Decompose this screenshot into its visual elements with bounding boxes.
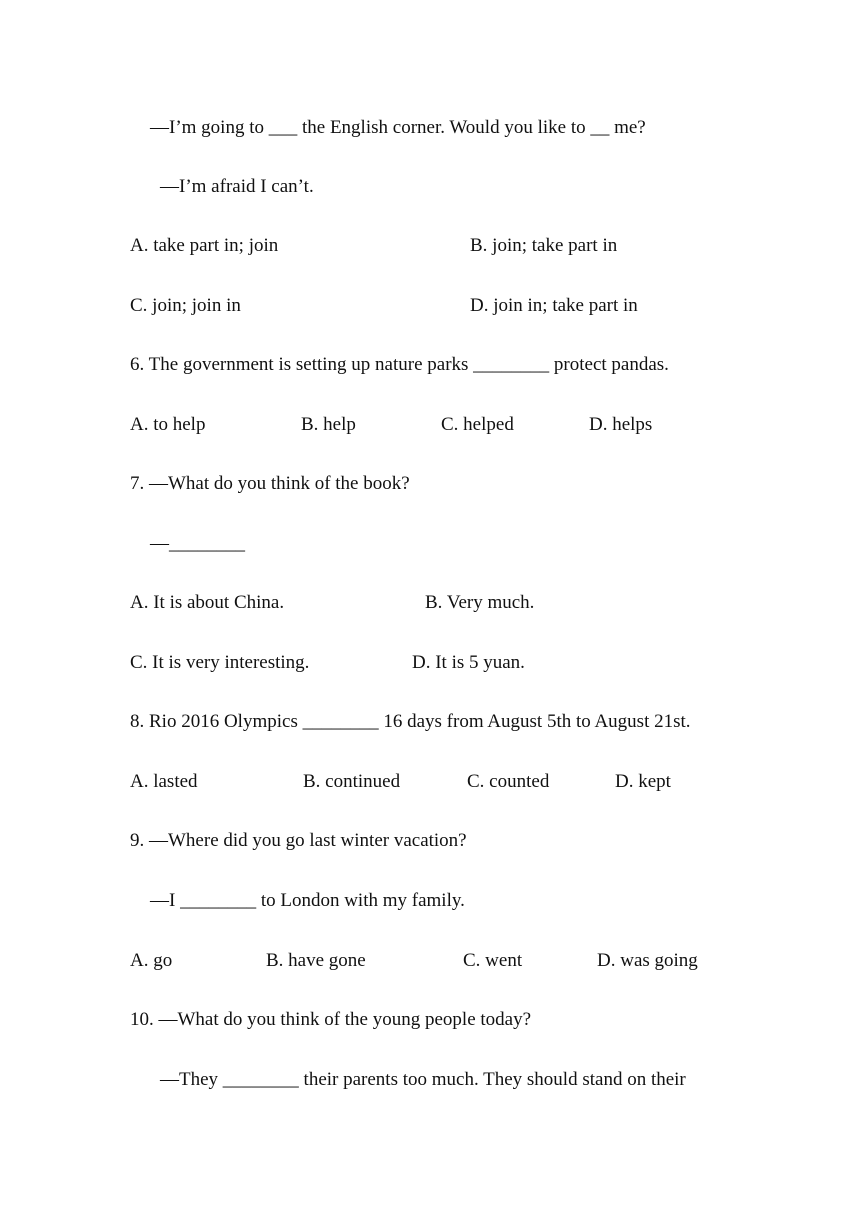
- q5-line1: —I’m going to ___ the English corner. Would you like to __ me?: [150, 117, 646, 138]
- q7-option-a: A. It is about China.: [130, 592, 285, 613]
- q9-stem: 9. —Where did you go last winter vacation?: [130, 830, 467, 851]
- q5-option-a: A. take part in; join: [130, 235, 279, 256]
- q8-stem: 8. Rio 2016 Olympics ________ 16 days from August 5th to August 21st.: [130, 711, 691, 732]
- q6-option-d: D. helps: [589, 414, 653, 435]
- q5-option-b: B. join; take part in: [470, 235, 618, 256]
- q5-option-d: D. join in; take part in: [470, 295, 638, 316]
- q10-stem: 10. —What do you think of the young people today?: [130, 1009, 532, 1030]
- q6-option-a: A. to help: [130, 414, 206, 435]
- q7-option-b: B. Very much.: [425, 592, 535, 613]
- q6-option-b: B. help: [301, 414, 356, 435]
- q8-option-c: C. counted: [467, 771, 550, 792]
- q7-option-d: D. It is 5 yuan.: [412, 652, 525, 673]
- q9-option-a: A. go: [130, 950, 173, 971]
- q9-option-d: D. was going: [597, 950, 698, 971]
- q9-option-c: C. went: [463, 950, 523, 971]
- q7-option-c: C. It is very interesting.: [130, 652, 310, 673]
- q5-option-c: C. join; join in: [130, 295, 241, 316]
- q8-option-b: B. continued: [303, 771, 401, 792]
- q8-option-a: A. lasted: [130, 771, 198, 792]
- q8-option-d: D. kept: [615, 771, 671, 792]
- q6-option-c: C. helped: [441, 414, 514, 435]
- q7-answer-line: —________: [150, 533, 245, 554]
- q7-stem: 7. —What do you think of the book?: [130, 473, 410, 494]
- q5-line2: —I’m afraid I can’t.: [160, 176, 314, 197]
- q9-line2: —I ________ to London with my family.: [150, 890, 465, 911]
- q6-stem: 6. The government is setting up nature parks ________ protect pandas.: [130, 354, 669, 375]
- q9-option-b: B. have gone: [266, 950, 366, 971]
- q10-line2: —They ________ their parents too much. They should stand on their: [160, 1069, 686, 1090]
